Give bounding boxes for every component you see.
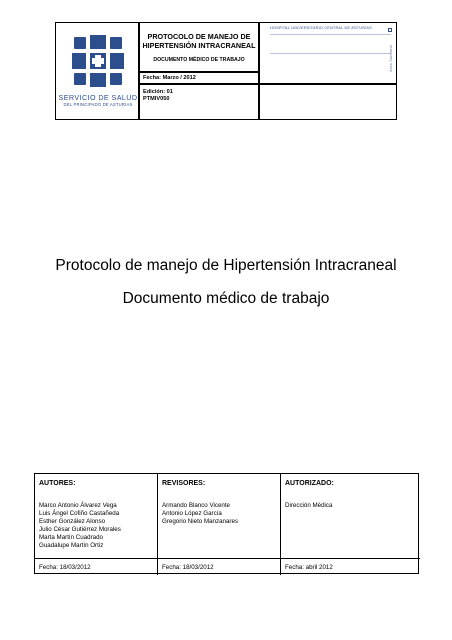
autorizado-column <box>281 474 420 558</box>
document-header <box>55 22 397 120</box>
edition-label: Edición: 01 <box>143 89 173 95</box>
logo-cell <box>55 22 139 120</box>
hospital-name: HOSPITAL UNIVERSITARIO CENTRAL DE ASTURIAS <box>270 26 372 30</box>
list-item: Guadalupe Martín Ortiz <box>39 542 104 549</box>
hospital-mark-icon <box>388 28 392 32</box>
main-title: Protocolo de manejo de Hipertensión Intracraneal <box>55 257 397 274</box>
logo-name: SERVICIO DE SALUD <box>58 93 138 102</box>
list-item: Armando Blanco Vicente <box>162 502 230 509</box>
list-item: Luis Ángel Cofiño Castañeda <box>39 510 120 517</box>
area-sanitaria-label: Área Sanitaria <box>389 45 393 72</box>
autores-date: Fecha: 18/03/2012 <box>39 564 91 571</box>
servicio-salud-logo-icon <box>70 33 126 89</box>
protocol-title-line2: HIPERTENSIÓN INTRACRANEAL <box>142 41 256 50</box>
edition-cell <box>139 84 259 120</box>
revisores-column <box>158 474 281 558</box>
divider-line <box>270 53 391 54</box>
revisores-date-cell <box>158 558 281 575</box>
list-item: Esther González Alonso <box>39 518 106 525</box>
edition-info <box>143 89 173 103</box>
autores-heading: AUTORES: <box>39 480 76 487</box>
protocol-title-line1: PROTOCOLO DE MANEJO DE <box>147 32 251 41</box>
header-date: Fecha: Marzo / 2012 <box>143 75 196 81</box>
autores-column <box>35 474 158 558</box>
hospital-cell <box>259 22 397 84</box>
list-item: Gregorio Nieto Manzanares <box>162 518 239 525</box>
autores-date-cell <box>35 558 158 575</box>
autorizado-heading: AUTORIZADO: <box>285 480 334 487</box>
protocol-title-cell <box>139 22 259 72</box>
autorizado-date-cell <box>281 558 420 575</box>
date-cell <box>139 72 259 84</box>
list-item: Marco Antonio Álvarez Vega <box>39 502 117 509</box>
revisores-date: Fecha: 18/03/2012 <box>162 564 214 571</box>
revisores-list <box>162 502 238 526</box>
divider-line <box>270 34 391 35</box>
autores-list <box>39 502 121 550</box>
document-code: PTMIV050 <box>143 96 170 102</box>
autorizado-date: Fecha: abril 2012 <box>285 564 333 571</box>
autorizado-list <box>285 502 332 510</box>
document-type: DOCUMENTO MÉDICO DE TRABAJO <box>153 57 245 63</box>
main-subtitle: Documento médico de trabajo <box>122 290 330 307</box>
list-item: Antonio López García <box>162 510 222 517</box>
signatures-table <box>34 473 419 574</box>
revisores-heading: REVISORES: <box>162 480 206 487</box>
blank-cell <box>259 84 397 120</box>
logo-subtitle: DEL PRINCIPADO DE ASTURIAS <box>63 102 133 107</box>
protocol-title <box>142 32 256 50</box>
list-item: Marta Martín Cuadrado <box>39 534 103 541</box>
list-item: Julio César Gutiérrez Morales <box>39 526 121 533</box>
list-item: Dirección Médica <box>285 502 333 509</box>
